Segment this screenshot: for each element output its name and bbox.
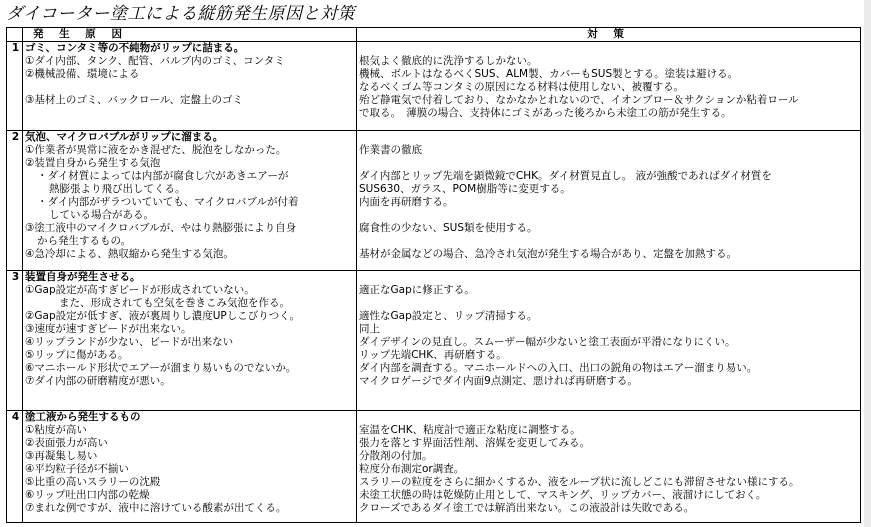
cause-line <box>25 81 356 94</box>
measure-line: ダイ内部とリップ先端を顕微鏡でCHK。ダイ材質見直し。 液が強酸であればダイ材質を <box>359 170 772 182</box>
measure-line <box>359 42 860 55</box>
measure-line <box>359 209 860 222</box>
section-number: 2 <box>7 131 23 271</box>
cause-line: ③塗工液中のマイクロバブルが、やはり熱膨張により自身 <box>25 222 297 234</box>
category-label: 装置自身が発生させる。 <box>25 271 141 283</box>
cause-line: ⑤比重の高いスラリーの沈殿 <box>25 476 161 488</box>
cause-line: ①Gap設定が高すぎビードが形成されていない。 <box>25 284 255 296</box>
measure-cell <box>357 42 861 131</box>
measure-line: スラリーの粒度をさらに細かくするか、液をループ状に流しどこにも滞留させない様にする。 <box>359 476 800 488</box>
measure-line: リップ先端CHK、再研磨する。 <box>359 349 507 361</box>
cause-line: ①作業者が異常に液をかき混ぜた、脱泡をしなかった。 <box>25 144 287 156</box>
measure-line: 室温をCHK、粘度計で適正な粘度に調整する。 <box>359 424 581 436</box>
window-edge <box>864 0 871 527</box>
header-measure: 対 策 <box>357 28 861 42</box>
cause-line: ④急冷却による、熱収縮から発生する気泡。 <box>25 248 234 260</box>
cause-line: ④リップランドが少ない、ビードが出来ない <box>25 336 234 348</box>
table-row <box>7 131 861 271</box>
measure-line: 殆ど静電気で付着しており、なかなかとれないので、イオンブロー＆サクションか粘着ロール <box>359 94 799 106</box>
cause-line: また、形成されても空気を巻きこみ気泡を作る。 <box>59 297 290 309</box>
section-number: 4 <box>7 411 23 523</box>
category-label: ゴミ、コンタミ等の不純物がリップに詰まる。 <box>25 42 245 54</box>
cause-line: ⑦ダイ内部の研磨精度が悪い。 <box>25 375 171 387</box>
cause-line: ①ダイ内部、タンク、配管、バルブ内のゴミ、コンタミ <box>25 55 285 67</box>
cause-cell <box>23 42 357 131</box>
cause-line: ③再凝集し易い <box>25 450 98 462</box>
measure-line: 基材が金属などの場合、急冷され気泡が発生する場合があり、定盤を加熱する。 <box>359 248 737 260</box>
measure-line: 適正なGapに修正する。 <box>359 284 475 296</box>
measure-line <box>359 131 860 144</box>
measure-cell <box>357 411 861 523</box>
measure-line: 作業書の徹底 <box>359 144 422 156</box>
measure-line: マイクロゲージでダイ内面9点測定、悪ければ再研磨する。 <box>359 375 638 387</box>
cause-line <box>25 388 356 401</box>
table-row <box>7 42 861 131</box>
cause-line: ②表面張力が高い <box>25 437 108 449</box>
header-num-cell <box>7 28 23 42</box>
cause-line: ⑥マニホールド形状でエアーが溜まり易いものでないか。 <box>25 362 297 374</box>
measure-cell <box>357 131 861 271</box>
measure-line: SUS630、ガラス、POM樹脂等に変更する。 <box>359 183 571 195</box>
measure-line <box>359 271 860 284</box>
measure-line: 分散剤の付加。 <box>359 450 433 462</box>
measure-line: なるべくゴム等コンタミの原因になる材料は使用しない、被覆する。 <box>359 81 685 93</box>
cause-line: ③速度が速すぎビードが出来ない。 <box>25 323 192 335</box>
measure-line: ダイデザインの見直し。スムーザー幅が少ないと塗工表面が平滑になりにくい。 <box>359 336 736 348</box>
page-title: ダイコーター塗工による縦筋発生原因と対策 <box>6 4 355 24</box>
measure-cell <box>357 271 861 411</box>
measure-line: 未塗工状態の時は乾燥防止用として、マスキング、リップカバー、液溜けにしておく。 <box>359 489 767 501</box>
measure-line <box>359 297 860 310</box>
category-label: 塗工液から発生するもの <box>25 411 141 423</box>
measure-line: クローズであるダイ塗工では解消出来ない。この液設計は失敗である。 <box>359 502 695 514</box>
cause-line <box>25 107 356 120</box>
measure-line: 根気よく徹底的に洗浄するしかない。 <box>359 55 538 67</box>
cause-line: 熱膨張より飛び出してくる。 <box>49 183 186 195</box>
cause-cell <box>23 131 357 271</box>
measure-line: 機械、ボルトはなるべくSUS、ALM製、カバーもSUS製とする。塗装は避ける。 <box>359 68 739 80</box>
measure-line: 粒度分布測定or調査。 <box>359 463 465 475</box>
measure-line: 内面を再研磨する。 <box>359 196 454 208</box>
cause-line: ③基材上のゴミ、バックロール、定盤上のゴミ <box>25 94 243 106</box>
cause-cell <box>23 271 357 411</box>
measure-line: ダイ内部を調査する。マニホールドへの入口、出口の鋭角の物はエアー溜まり易い。 <box>359 362 758 374</box>
table-row <box>7 271 861 411</box>
cause-line: ①粘度が高い <box>25 424 87 436</box>
header-cause: 発 生 原 因 <box>23 28 357 42</box>
category-label: 気泡、マイクロバブルがリップに溜まる。 <box>25 131 224 143</box>
section-number: 1 <box>7 42 23 131</box>
cause-line: から発生するもの。 <box>37 235 132 247</box>
measure-line <box>359 411 860 424</box>
cause-line: ・ダイ材質によっては内部が腐食し穴があきエアーが <box>37 170 289 182</box>
measure-line <box>359 235 860 248</box>
measure-line: で取る。 薄膜の場合、支持体にゴミがあった後ろから未塗工の筋が発生する。 <box>359 107 732 119</box>
cause-line: している場合がある。 <box>49 209 154 221</box>
cause-measure-table <box>6 27 861 523</box>
cause-line: ④平均粒子径が不揃い <box>25 463 129 475</box>
cause-cell <box>23 411 357 523</box>
table-header-row <box>7 28 861 42</box>
cause-line: ⑦まれな例ですが、液中に溶けている酸素が出てくる。 <box>25 502 287 514</box>
cause-line: ⑤リップに傷がある。 <box>25 349 129 361</box>
measure-line: 腐食性の少ない、SUS類を使用する。 <box>359 222 538 234</box>
measure-line: 適性なGap設定と、リップ清掃する。 <box>359 310 538 322</box>
table-row <box>7 411 861 523</box>
measure-line <box>359 157 860 170</box>
measure-line: 同上 <box>359 323 380 335</box>
cause-line: ②装置自身から発生する気泡 <box>25 157 161 169</box>
cause-line: ⑥リップ吐出口内部の乾燥 <box>25 489 150 501</box>
cause-line: ・ダイ内部がザラついていても、マイクロバブルが付着 <box>37 196 299 208</box>
cause-line: ②機械設備、環境による <box>25 68 140 80</box>
measure-line: 張力を落とす界面活性剤、溶媒を変更してみる。 <box>359 437 590 449</box>
section-number: 3 <box>7 271 23 411</box>
cause-line: ②Gap設定が低すぎ、液が裏周りし濃度UPしこびりつく。 <box>25 310 301 322</box>
